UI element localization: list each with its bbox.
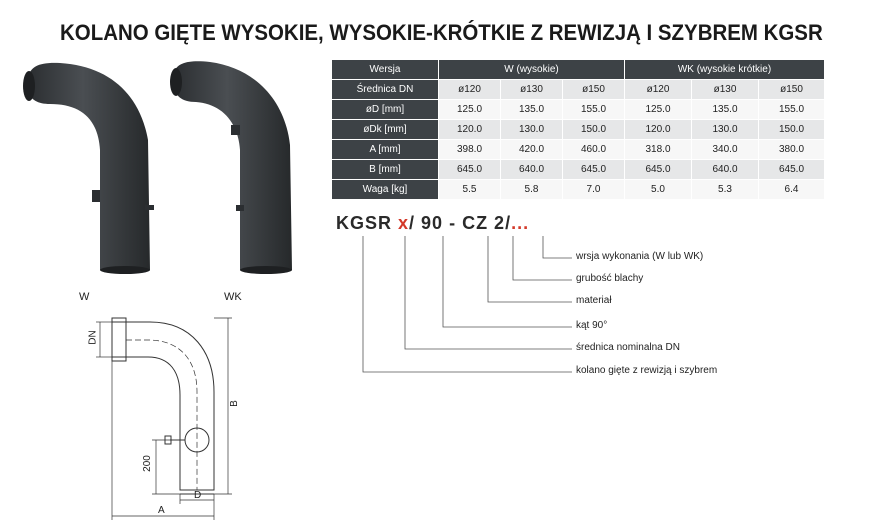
table-cell: 135.0 bbox=[501, 100, 563, 120]
table-cell: 5.3 bbox=[692, 180, 759, 200]
dim-dn: DN bbox=[87, 330, 99, 345]
table-cell: 155.0 bbox=[563, 100, 625, 120]
row-label: Waga [kg] bbox=[332, 180, 439, 200]
legend-angle: kąt 90° bbox=[576, 320, 608, 331]
row-label: øD [mm] bbox=[332, 100, 439, 120]
table-cell: 640.0 bbox=[501, 160, 563, 180]
legend-elbow: kolano gięte z rewizją i szybrem bbox=[576, 365, 718, 376]
code-prefix: KGSR bbox=[336, 213, 393, 233]
table-cell: 460.0 bbox=[563, 140, 625, 160]
table-cell: 645.0 bbox=[625, 160, 692, 180]
row-label: B [mm] bbox=[332, 160, 439, 180]
legend-thickness: grubość blachy bbox=[576, 273, 644, 284]
row-label: A [mm] bbox=[332, 140, 439, 160]
table-cell: 7.0 bbox=[563, 180, 625, 200]
header-group-wk: WK (wysokie krótkie) bbox=[625, 60, 825, 80]
table-cell: 5.5 bbox=[439, 180, 501, 200]
table-cell: ø120 bbox=[625, 80, 692, 100]
table-cell: 150.0 bbox=[759, 120, 825, 140]
page-title: KOLANO GIĘTE WYSOKIE, WYSOKIE-KRÓTKIE Z REWIZJĄ I SZYBREM KGSR bbox=[60, 20, 823, 45]
table-cell: 155.0 bbox=[759, 100, 825, 120]
table-cell: ø150 bbox=[759, 80, 825, 100]
table-cell: 380.0 bbox=[759, 140, 825, 160]
table-cell: 645.0 bbox=[439, 160, 501, 180]
table-cell: 420.0 bbox=[501, 140, 563, 160]
table-cell: ø120 bbox=[439, 80, 501, 100]
label-w: W bbox=[79, 291, 90, 303]
table-cell: 645.0 bbox=[759, 160, 825, 180]
label-wk: WK bbox=[224, 291, 242, 303]
table-cell: 135.0 bbox=[692, 100, 759, 120]
table-cell: 645.0 bbox=[563, 160, 625, 180]
row-label: øDk [mm] bbox=[332, 120, 439, 140]
code-middle: / 90 - CZ 2/ bbox=[409, 213, 512, 233]
row-label: Średnica DN bbox=[332, 80, 439, 100]
table-cell: ø130 bbox=[501, 80, 563, 100]
dim-b: B bbox=[228, 400, 240, 407]
table-cell: 130.0 bbox=[501, 120, 563, 140]
table-cell: ø130 bbox=[692, 80, 759, 100]
table-cell: 120.0 bbox=[625, 120, 692, 140]
table-cell: 640.0 bbox=[692, 160, 759, 180]
legend-material: materiał bbox=[576, 295, 612, 306]
dim-200: 200 bbox=[141, 455, 153, 472]
table-cell: 125.0 bbox=[625, 100, 692, 120]
header-version: Wersja bbox=[332, 60, 439, 80]
table-cell: 318.0 bbox=[625, 140, 692, 160]
table-cell: 5.8 bbox=[501, 180, 563, 200]
code-dots: ... bbox=[511, 213, 530, 233]
table-cell: 398.0 bbox=[439, 140, 501, 160]
table-cell: 130.0 bbox=[692, 120, 759, 140]
table-cell: 120.0 bbox=[439, 120, 501, 140]
legend-diameter: średnica nominalna DN bbox=[576, 342, 680, 353]
dim-a: A bbox=[158, 505, 165, 516]
dim-d: D bbox=[194, 490, 202, 501]
table-cell: 150.0 bbox=[563, 120, 625, 140]
table-cell: 5.0 bbox=[625, 180, 692, 200]
legend-version: wrsja wykonania (W lub WK) bbox=[576, 251, 704, 262]
table-cell: 6.4 bbox=[759, 180, 825, 200]
table-cell: 125.0 bbox=[439, 100, 501, 120]
table-cell: ø150 bbox=[563, 80, 625, 100]
table-cell: 340.0 bbox=[692, 140, 759, 160]
header-group-w: W (wysokie) bbox=[439, 60, 625, 80]
code-x: x bbox=[398, 213, 410, 233]
